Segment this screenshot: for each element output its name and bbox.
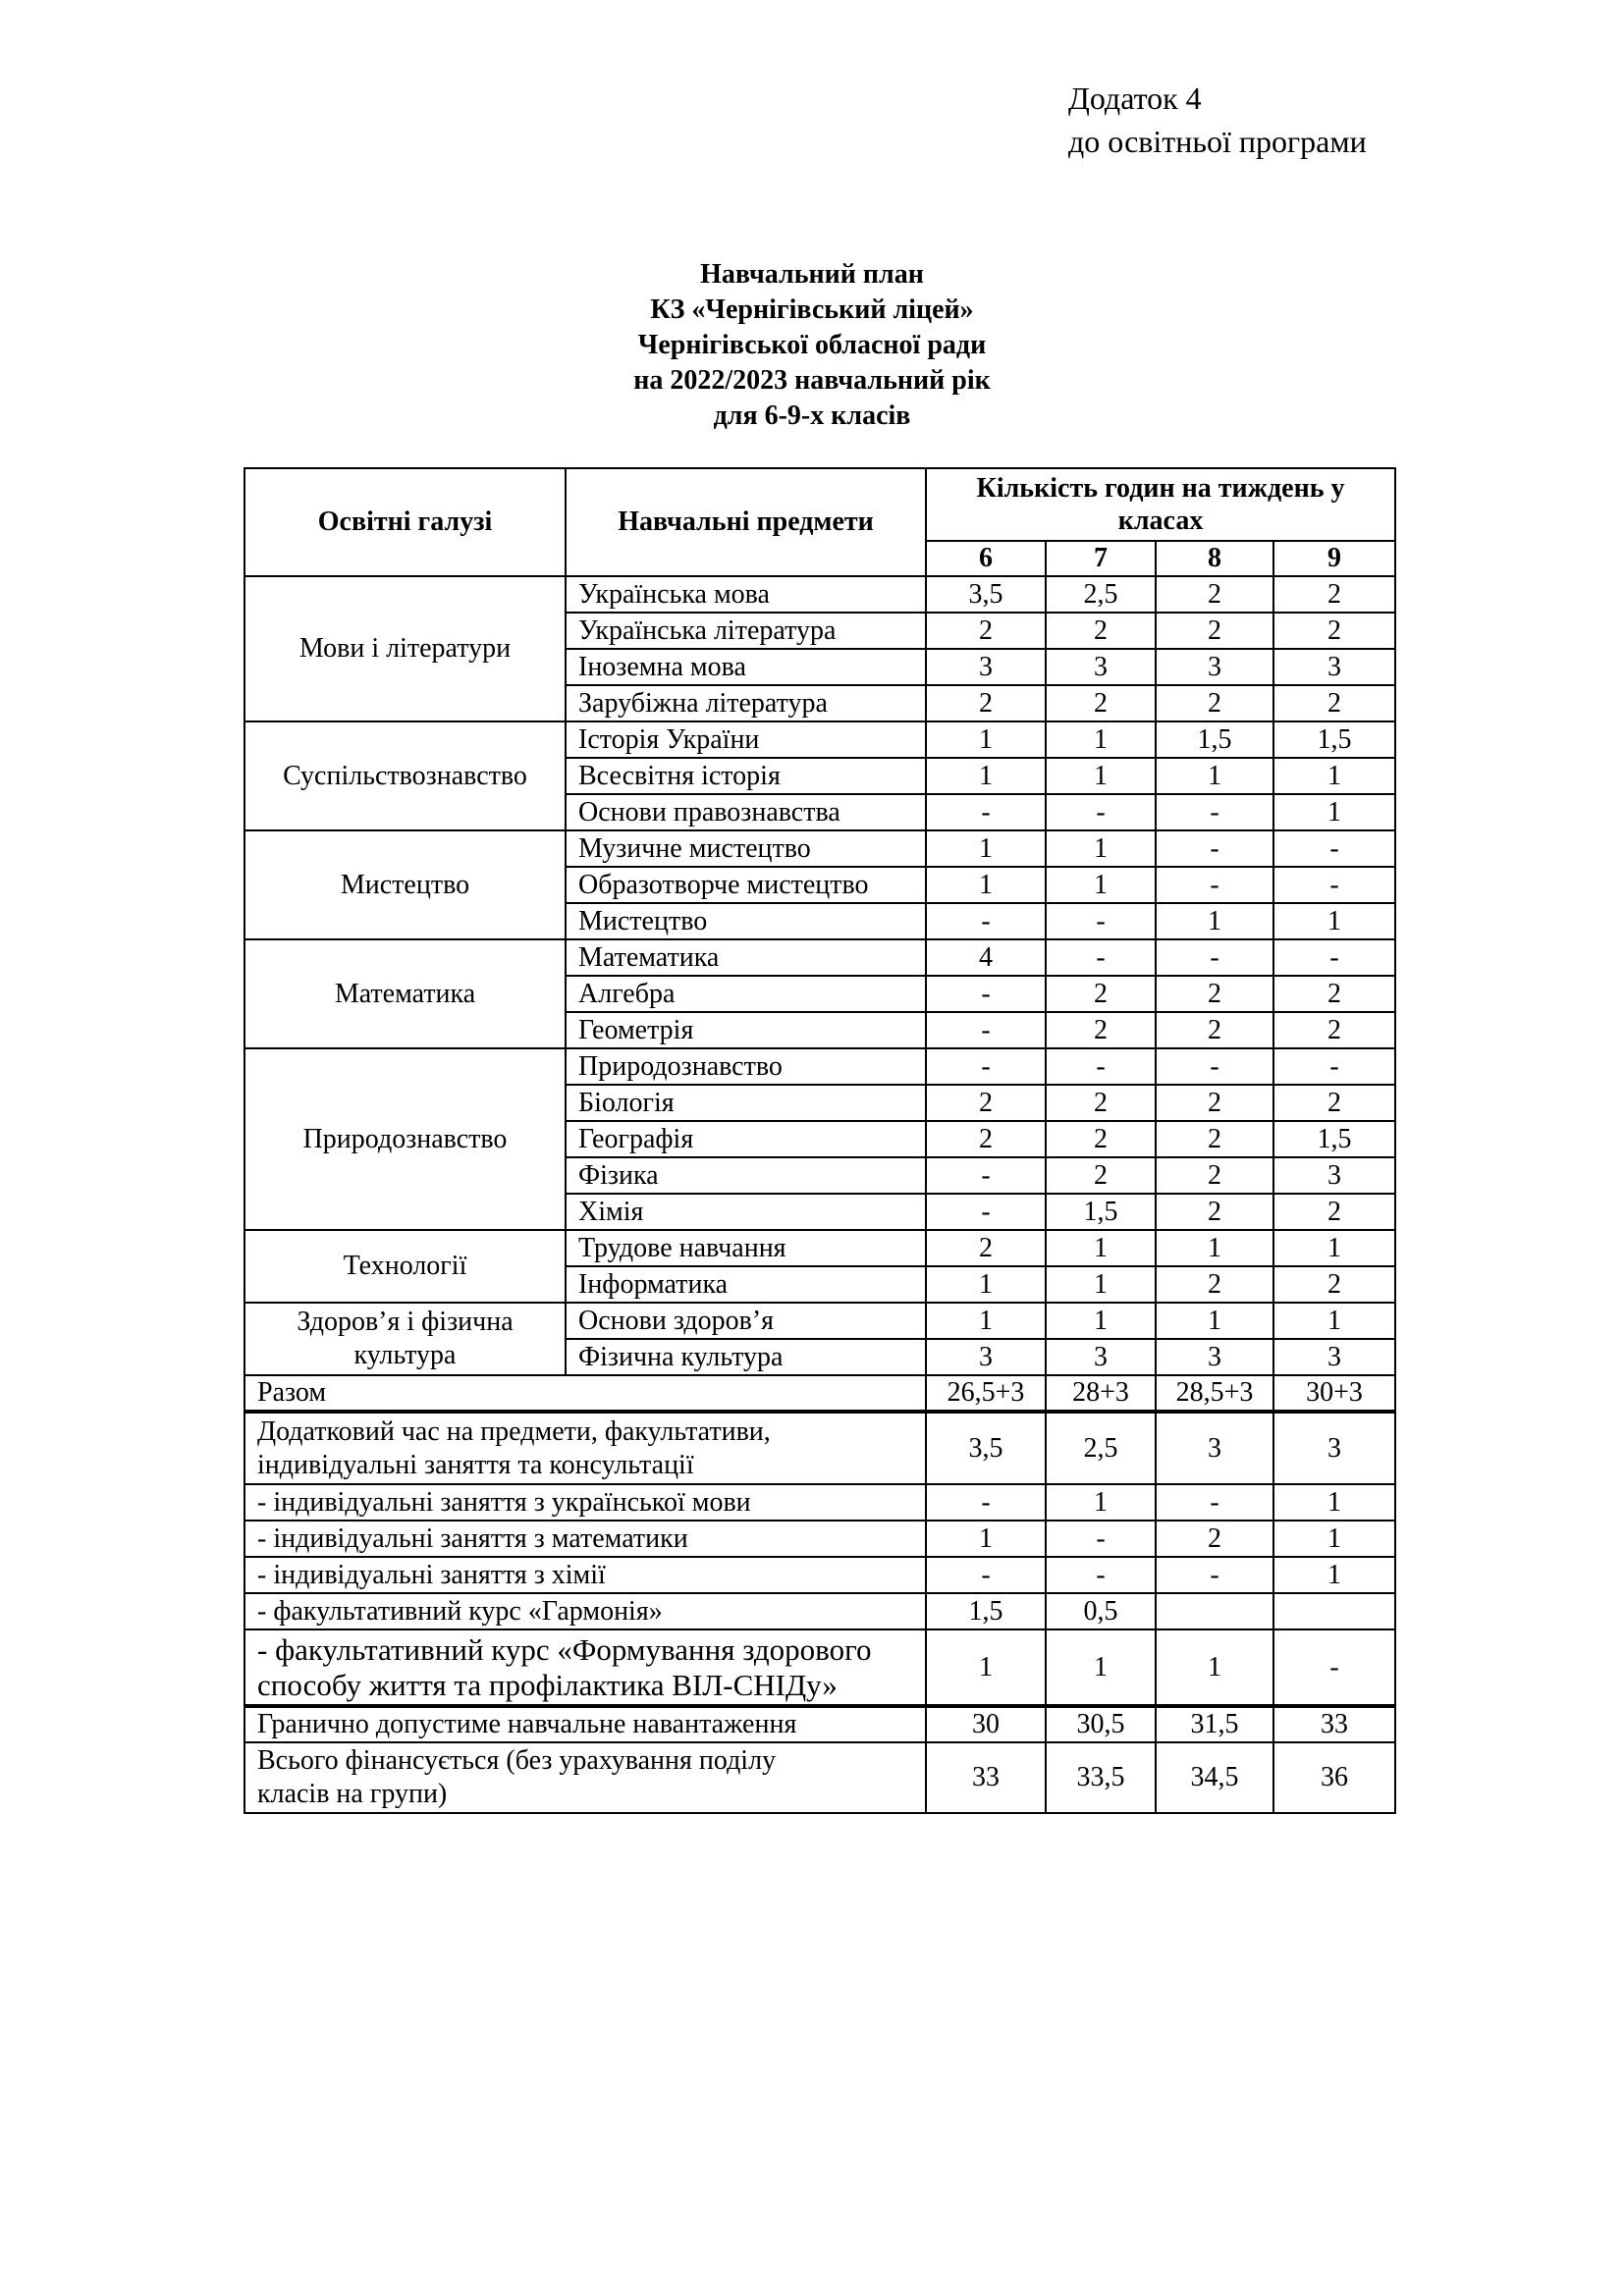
hours-cell: 1 <box>1046 1230 1156 1266</box>
hours-cell: 3 <box>926 1339 1046 1375</box>
hours-cell: - <box>1046 903 1156 939</box>
max-load-label: Гранично допустиме навчальне навантаження <box>244 1706 926 1742</box>
subject-cell: Інформатика <box>566 1266 926 1303</box>
hours-cell: - <box>1273 939 1395 976</box>
hours-cell: - <box>1046 939 1156 976</box>
hours-cell: 1 <box>1046 1629 1156 1706</box>
hours-cell: 1 <box>926 1521 1046 1557</box>
hours-cell: 2 <box>926 1085 1046 1121</box>
hours-cell: 1 <box>1273 1484 1395 1521</box>
title-line-1: Навчальний план <box>700 259 924 290</box>
hours-cell: 2 <box>1273 576 1395 613</box>
subject-cell: Українська література <box>566 613 926 649</box>
total-label: Разом <box>244 1375 926 1412</box>
hours-cell: 28,5+3 <box>1156 1375 1273 1412</box>
hours-cell: 1,5 <box>1156 721 1273 758</box>
hours-cell: 2 <box>1273 1194 1395 1230</box>
subject-cell: Хімія <box>566 1194 926 1230</box>
hours-cell: 3 <box>1273 1339 1395 1375</box>
hours-cell: 28+3 <box>1046 1375 1156 1412</box>
hours-cell: 2 <box>1046 1085 1156 1121</box>
extra-row <box>244 1521 1395 1557</box>
hours-cell: 3 <box>1273 1412 1395 1484</box>
subject-cell: Географія <box>566 1121 926 1157</box>
area-cell: Математика <box>244 939 566 1048</box>
subject-cell: Українська мова <box>566 576 926 613</box>
document-title <box>0 257 1624 434</box>
hours-cell: 1 <box>1273 1230 1395 1266</box>
hours-cell: 2 <box>1046 613 1156 649</box>
hours-cell <box>1273 1593 1395 1629</box>
header-area: Освітні галузі <box>244 468 566 576</box>
hours-cell: 2 <box>926 1121 1046 1157</box>
hours-cell: 1 <box>1046 758 1156 794</box>
hours-cell: - <box>926 903 1046 939</box>
subject-cell: Всесвітня історія <box>566 758 926 794</box>
hours-cell: 3 <box>926 649 1046 685</box>
hours-cell: 2 <box>926 685 1046 721</box>
subject-cell: Історія України <box>566 721 926 758</box>
hours-cell: 30 <box>926 1706 1046 1742</box>
subject-cell: Іноземна мова <box>566 649 926 685</box>
hours-cell: 1 <box>926 1629 1046 1706</box>
hours-cell: 1 <box>1273 1303 1395 1339</box>
hours-cell: 2,5 <box>1046 576 1156 613</box>
hours-cell: - <box>1156 1048 1273 1085</box>
hours-cell: 1 <box>1046 1303 1156 1339</box>
hours-cell: 4 <box>926 939 1046 976</box>
header-hours: Кількість годин на тиждень у класах <box>926 468 1395 541</box>
hours-cell: 2 <box>1156 1194 1273 1230</box>
funded-row <box>244 1742 1395 1813</box>
hours-cell: 1 <box>926 830 1046 867</box>
extra-label: - факультативний курс «Формування здорового способу життя та профілактика ВІЛ-СНІДу» <box>244 1629 926 1706</box>
hours-cell: 2 <box>1156 976 1273 1012</box>
hours-cell: 3 <box>1156 1412 1273 1484</box>
hours-cell: - <box>1273 1048 1395 1085</box>
subject-cell: Основи здоров’я <box>566 1303 926 1339</box>
hours-cell: 2 <box>1046 976 1156 1012</box>
hours-cell: 1 <box>926 1266 1046 1303</box>
hours-cell: 1 <box>926 721 1046 758</box>
subject-cell: Зарубіжна література <box>566 685 926 721</box>
hours-cell: 36 <box>1273 1742 1395 1813</box>
subject-cell: Біологія <box>566 1085 926 1121</box>
table-row <box>244 1048 1395 1085</box>
hours-cell: 2 <box>1156 685 1273 721</box>
hours-cell: 1 <box>1273 903 1395 939</box>
hours-cell: 3 <box>1156 649 1273 685</box>
title-line-5: для 6-9-х класів <box>713 400 911 431</box>
subject-cell: Алгебра <box>566 976 926 1012</box>
hours-cell: 26,5+3 <box>926 1375 1046 1412</box>
hours-cell: 2 <box>1046 1012 1156 1048</box>
table-row <box>244 830 1395 867</box>
hours-cell: 2 <box>1273 1085 1395 1121</box>
hours-cell: - <box>926 976 1046 1012</box>
hours-cell: 3 <box>1156 1339 1273 1375</box>
hours-cell: - <box>1156 939 1273 976</box>
hours-cell: - <box>926 1012 1046 1048</box>
extra-row <box>244 1593 1395 1629</box>
title-line-3: Чернігівської обласної ради <box>637 330 987 360</box>
hours-cell: 1 <box>1046 1484 1156 1521</box>
hours-cell: 1 <box>926 758 1046 794</box>
hours-cell: - <box>1156 794 1273 830</box>
subject-cell: Основи правознавства <box>566 794 926 830</box>
hours-cell <box>1156 1593 1273 1629</box>
hours-cell: 3 <box>1273 649 1395 685</box>
area-cell: Мистецтво <box>244 830 566 939</box>
hours-cell: 2,5 <box>1046 1412 1156 1484</box>
hours-cell: - <box>1156 867 1273 903</box>
hours-cell: 2 <box>1156 613 1273 649</box>
additional-row <box>244 1412 1395 1484</box>
extra-label: - індивідуальні заняття з математики <box>244 1521 926 1557</box>
hours-cell: 1 <box>1046 867 1156 903</box>
hours-cell: 0,5 <box>1046 1593 1156 1629</box>
hours-cell: 1,5 <box>1046 1194 1156 1230</box>
hours-cell: - <box>1046 1048 1156 1085</box>
extra-label: - індивідуальні заняття з хімії <box>244 1557 926 1593</box>
table-row <box>244 576 1395 613</box>
subject-cell: Геометрія <box>566 1012 926 1048</box>
hours-cell: 33,5 <box>1046 1742 1156 1813</box>
funded-label: Всього фінансується (без урахування поділу класів на групи) <box>244 1742 926 1813</box>
hours-cell: 1 <box>1046 721 1156 758</box>
hours-cell: - <box>1046 1557 1156 1593</box>
area-cell: Суспільствознавство <box>244 721 566 830</box>
header-grade-8: 8 <box>1156 541 1273 576</box>
hours-cell: 2 <box>1156 576 1273 613</box>
hours-cell: 3 <box>1046 649 1156 685</box>
hours-cell: 2 <box>926 613 1046 649</box>
table-row <box>244 1303 1395 1339</box>
hours-cell: - <box>1273 1629 1395 1706</box>
hours-cell: - <box>1156 830 1273 867</box>
subject-cell: Природознавство <box>566 1048 926 1085</box>
subject-cell: Фізика <box>566 1157 926 1194</box>
subject-cell: Музичне мистецтво <box>566 830 926 867</box>
subject-cell: Фізична культура <box>566 1339 926 1375</box>
hours-cell: 2 <box>1156 1012 1273 1048</box>
area-cell: Технології <box>244 1230 566 1303</box>
hours-cell: 2 <box>1156 1266 1273 1303</box>
hours-cell: 3,5 <box>926 576 1046 613</box>
header-grade-6: 6 <box>926 541 1046 576</box>
subject-cell: Образотворче мистецтво <box>566 867 926 903</box>
annex-line-1: Додаток 4 <box>1068 80 1202 116</box>
subject-cell: Трудове навчання <box>566 1230 926 1266</box>
hours-cell: 2 <box>1273 976 1395 1012</box>
hours-cell: - <box>926 1194 1046 1230</box>
hours-cell: - <box>1156 1484 1273 1521</box>
hours-cell: 3 <box>1046 1339 1156 1375</box>
hours-cell: 2 <box>1156 1121 1273 1157</box>
hours-cell: - <box>926 1048 1046 1085</box>
hours-cell: 2 <box>1273 685 1395 721</box>
additional-label: Додатковий час на предмети, факультативи, індивідуальні заняття та консультації <box>244 1412 926 1484</box>
hours-cell: - <box>1046 794 1156 830</box>
hours-cell: 2 <box>1273 1266 1395 1303</box>
header-grade-9: 9 <box>1273 541 1395 576</box>
hours-cell: - <box>926 1557 1046 1593</box>
hours-cell: 2 <box>1046 685 1156 721</box>
hours-cell: 2 <box>1156 1085 1273 1121</box>
hours-cell: - <box>1156 1557 1273 1593</box>
hours-cell: 2 <box>1046 1121 1156 1157</box>
hours-cell: - <box>1273 830 1395 867</box>
total-row <box>244 1375 1395 1412</box>
title-line-2: КЗ «Чернігівський ліцей» <box>650 294 974 325</box>
extra-row <box>244 1557 1395 1593</box>
hours-cell: 30+3 <box>1273 1375 1395 1412</box>
area-cell: Здоров’я і фізична культура <box>244 1303 566 1375</box>
hours-cell: 1 <box>1273 1557 1395 1593</box>
hours-cell: 2 <box>1156 1521 1273 1557</box>
hours-cell: - <box>926 1484 1046 1521</box>
hours-cell: - <box>1273 867 1395 903</box>
hours-cell: 33 <box>926 1742 1046 1813</box>
annex-note <box>1068 77 1367 163</box>
curriculum-table <box>244 467 1396 1814</box>
hours-cell: 1 <box>1273 758 1395 794</box>
hours-cell: 1 <box>926 1303 1046 1339</box>
hours-cell: 1,5 <box>1273 1121 1395 1157</box>
area-cell: Природознавство <box>244 1048 566 1230</box>
extra-label: - індивідуальні заняття з української мови <box>244 1484 926 1521</box>
hours-cell: 1 <box>1046 1266 1156 1303</box>
subject-cell: Математика <box>566 939 926 976</box>
hours-cell: 30,5 <box>1046 1706 1156 1742</box>
extra-row <box>244 1484 1395 1521</box>
hours-cell: 2 <box>1046 1157 1156 1194</box>
extra-row <box>244 1629 1395 1706</box>
hours-cell: 1 <box>1156 758 1273 794</box>
hours-cell: 2 <box>1273 613 1395 649</box>
annex-line-2: до освітньої програми <box>1068 124 1367 159</box>
hours-cell: 2 <box>926 1230 1046 1266</box>
hours-cell: 1 <box>1156 903 1273 939</box>
hours-cell: 1 <box>1273 1521 1395 1557</box>
hours-cell: 1 <box>1046 830 1156 867</box>
title-line-4: на 2022/2023 навчальний рік <box>633 365 991 396</box>
hours-cell: 1,5 <box>926 1593 1046 1629</box>
table-row <box>244 939 1395 976</box>
subject-cell: Мистецтво <box>566 903 926 939</box>
table-row <box>244 721 1395 758</box>
max-load-row <box>244 1706 1395 1742</box>
hours-cell: 3,5 <box>926 1412 1046 1484</box>
hours-cell: 2 <box>1156 1157 1273 1194</box>
header-subject: Навчальні предмети <box>566 468 926 576</box>
hours-cell: 31,5 <box>1156 1706 1273 1742</box>
hours-cell: - <box>926 794 1046 830</box>
header-grade-7: 7 <box>1046 541 1156 576</box>
hours-cell: 1 <box>1156 1629 1273 1706</box>
hours-cell: 3 <box>1273 1157 1395 1194</box>
hours-cell: 1,5 <box>1273 721 1395 758</box>
extra-label: - факультативний курс «Гармонія» <box>244 1593 926 1629</box>
hours-cell: 34,5 <box>1156 1742 1273 1813</box>
hours-cell: 2 <box>1273 1012 1395 1048</box>
hours-cell: 1 <box>926 867 1046 903</box>
hours-cell: - <box>1046 1521 1156 1557</box>
area-cell: Мови і літератури <box>244 576 566 721</box>
hours-cell: 1 <box>1156 1303 1273 1339</box>
hours-cell: - <box>926 1157 1046 1194</box>
table-row <box>244 1230 1395 1266</box>
hours-cell: 1 <box>1273 794 1395 830</box>
hours-cell: 33 <box>1273 1706 1395 1742</box>
hours-cell: 1 <box>1156 1230 1273 1266</box>
